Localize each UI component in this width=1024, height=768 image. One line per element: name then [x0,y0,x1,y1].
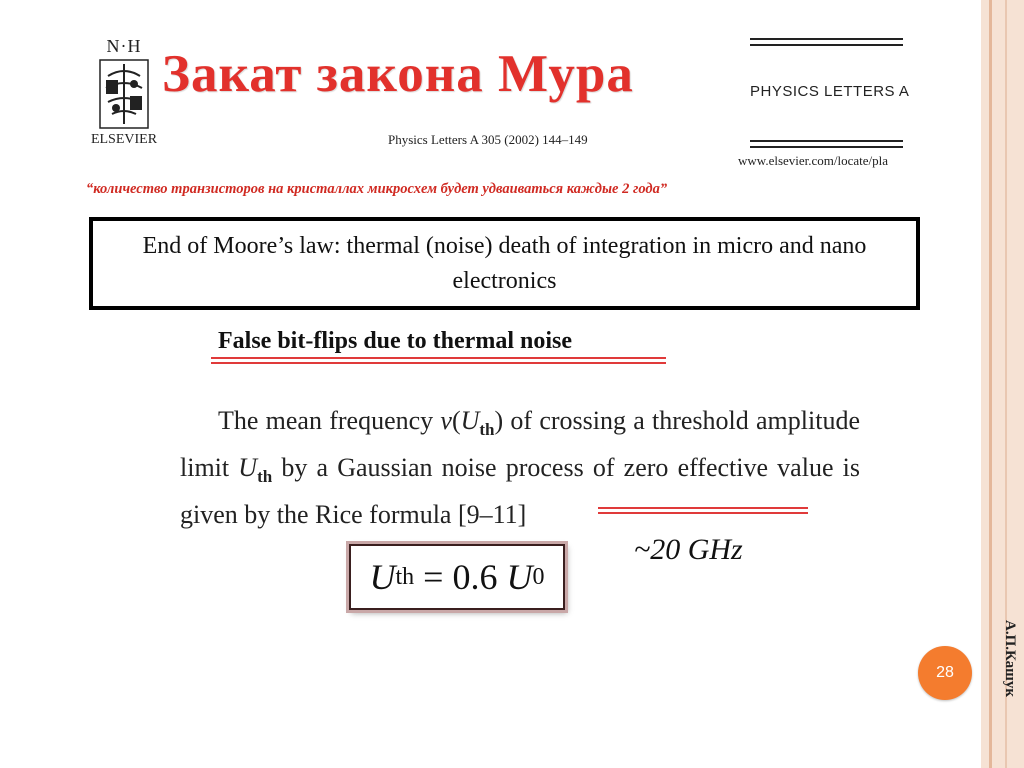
frequency-annotation: ~20 GHz [634,533,743,566]
page-number-badge: 28 [918,646,972,700]
article-title-box [89,217,920,310]
heading-underline [211,357,666,359]
publisher-name: ELSEVIER [90,132,158,147]
rice-formula-underline [598,507,808,509]
article-title: End of Moore’s law: thermal (noise) death of integration in micro and nano electronics [142,233,867,294]
journal-rule [750,146,903,148]
journal-rule [750,38,903,40]
elsevier-logo [84,36,164,152]
article-paragraph: The mean frequency $\nu(U_{th})$ of crossing a threshold amplitude limit $U_{th}$ by a Gaussian noise process of zero effective value is given by the Rice formula [9–11] [180,406,860,530]
elsevier-tree-icon [96,58,152,130]
threshold-formula: U th = 0.6 U 0 [349,544,565,610]
slide-title: Закат закона Мура [162,45,634,103]
section-heading: False bit-flips due to thermal noise [218,328,572,354]
journal-name: PHYSICS LETTERS A [750,83,910,100]
publisher-mark: N·H [106,36,142,56]
heading-underline [211,362,666,364]
rice-formula-underline [598,512,808,514]
moore-law-quote: “количество транзисторов на кристаллах микросхем будет удваиваться каждые 2 года” [86,181,668,197]
journal-url: www.elsevier.com/locate/pla [738,153,889,168]
journal-rule [750,44,903,46]
article-citation: Physics Letters A 305 (2002) 144–149 [388,132,588,147]
author-label: А.П.Кашук [1002,620,1018,697]
journal-rule [750,140,903,142]
